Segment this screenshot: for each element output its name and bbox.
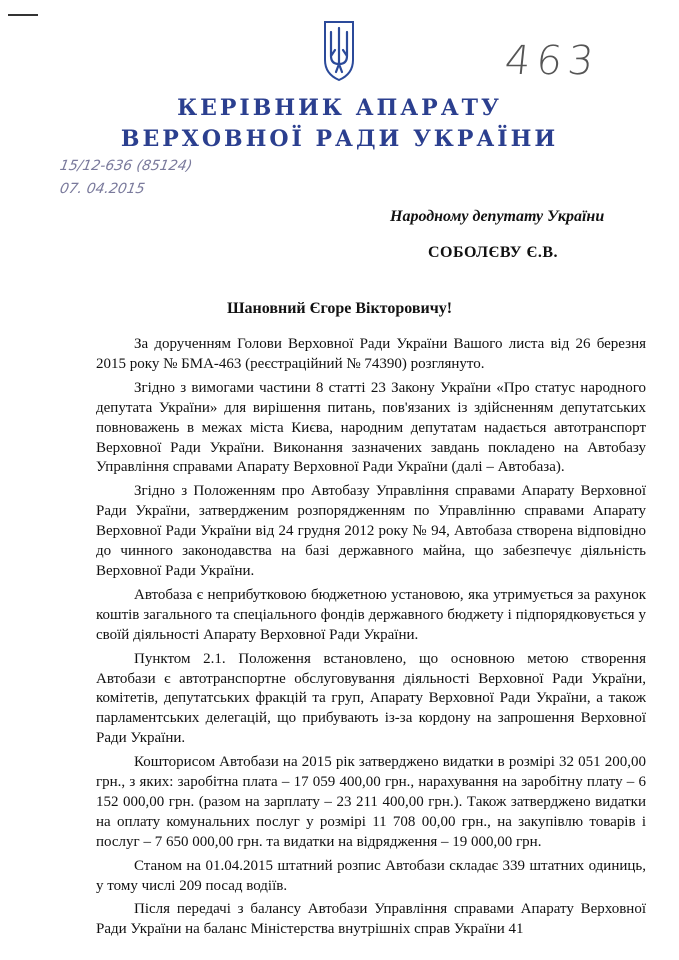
trident-coat-of-arms-icon (322, 20, 356, 82)
paragraph: Згідно з вимогами частини 8 статті 23 Закону України «Про статус народного депутата України» для вирішення питань, пов'язаних із здійсненням депутатських повноважень в межах міста Києва, народним депутатам надається автотранспорт Верховної Ради України. Виконання зазначених завдань покладено на Автобазу Управління справами Апарату Верховної Ради України (далі – Автобаза). (96, 379, 646, 476)
registration-date: 07. 04.2015 (58, 181, 147, 197)
handwritten-number: 463 (502, 38, 602, 84)
paragraph: За дорученням Голови Верховної Ради України Вашого листа від 26 березня 2015 року № БМА-463 (реєстраційний № 74390) розглянуто. (96, 336, 646, 372)
letter-body (96, 335, 646, 944)
addressee-name: СОБОЛЄВУ Є.В. (428, 244, 559, 261)
org-title-line2: ВЕРХОВНОЇ РАДИ УКРАЇНИ (120, 126, 559, 152)
paragraph: Кошторисом Автобази на 2015 рік затверджено видатки в розмірі 32 051 200,00 грн., з яких: заробітна плата – 17 059 400,00 грн., нарахування на заробітну плату – 6 152 000,00 грн. (разом на зарплату – 23 211 400,00 грн.). Також затверджено видатки на оплату комунальних послуг у розмірі 11 708 00,00 грн., на закупівлю товарів і послуг – 7 650 000,00 грн. та видатки на відрядження – 19 000,00 грн. (96, 754, 646, 850)
org-title-line1: КЕРІВНИК АПАРАТУ (177, 95, 502, 121)
corner-mark (8, 14, 38, 16)
registration-number: 15/12-636 (85124) (58, 158, 194, 174)
paragraph: Автобаза є неприбутковою бюджетною установою, яка утримується за рахунок коштів загального та спеціального фондів державного бюджету і підпорядковується у своїй діяльності Апарату Верховної Ради України. (96, 586, 646, 643)
paragraph: Станом на 01.04.2015 штатний розпис Автобази складає 339 штатних одиниць, у тому числі 209 посад водіїв. (96, 857, 646, 894)
paragraph: Згідно з Положенням про Автобазу Управління справами Апарату Верховної Ради України, затвердженим розпорядженням по Управлінню справами Апарату Верховної Ради України від 24 грудня 2012 року № 94, Автобаза створена відповідно до чинного законодавства на базі державного майна, що забезпечує діяльність Верховної Ради України. (96, 483, 646, 579)
paragraph: Пунктом 2.1. Положення встановлено, що основною метою створення Автобази є автотранспортне обслуговування діяльності Верховної Ради України, комітетів, депутатських фракцій та груп, Апарату Верховної Ради України, а також парламентських делегацій, що прибувають із-за кордону на запрошення Верховної Ради України. (96, 650, 646, 747)
paragraph: Після передачі з балансу Автобази Управління справами Апарату Верховної Ради України на баланс Міністерства внутрішніх справ України 41 (96, 901, 646, 938)
salutation: Шановний Єгоре Вікторовичу! (226, 300, 453, 317)
addressee-position: Народному депутату України (390, 208, 605, 225)
